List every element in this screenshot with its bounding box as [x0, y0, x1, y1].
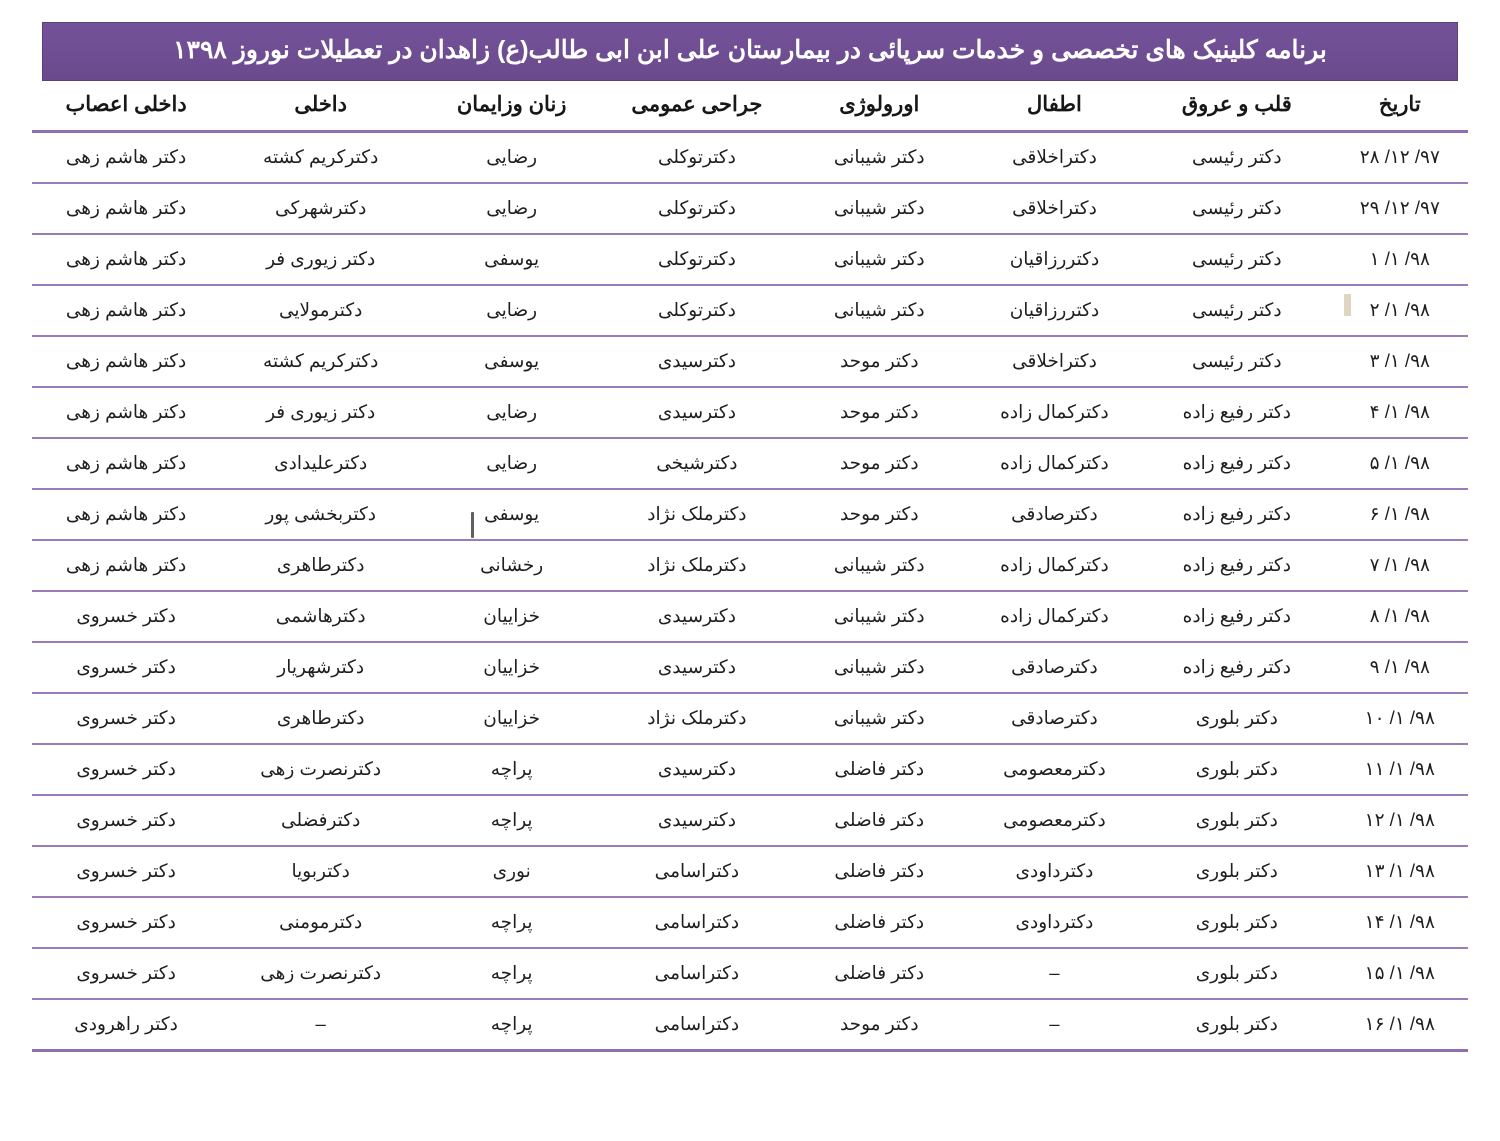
- cell-surgery: دکترشیخی: [602, 438, 792, 489]
- cell-heart: دکتر رفیع زاده: [1142, 489, 1332, 540]
- cell-obstetrics: خزاییان: [421, 591, 602, 642]
- cell-surgery: دکتراسامی: [602, 999, 792, 1051]
- cell-neurology: دکتر هاشم زهی: [32, 183, 220, 234]
- cell-date: ۹۸/ ۱/ ۱۶: [1332, 999, 1468, 1051]
- table-row: [32, 387, 1468, 438]
- cell-heart: دکتر بلوری: [1142, 693, 1332, 744]
- cell-internal: دکترمومنی: [220, 897, 421, 948]
- cell-obstetrics: پراچه: [421, 744, 602, 795]
- cell-pediatrics: دکترکمال زاده: [967, 438, 1142, 489]
- cell-date: ۹۸/ ۱/ ۱۵: [1332, 948, 1468, 999]
- cell-obstetrics: نوری: [421, 846, 602, 897]
- table-header-row: [32, 81, 1468, 132]
- cell-heart: دکتر بلوری: [1142, 999, 1332, 1051]
- table-row: [32, 540, 1468, 591]
- cell-date: ۹۸/ ۱/ ۴: [1332, 387, 1468, 438]
- cell-urology: دکتر موحد: [792, 387, 967, 438]
- cell-surgery: دکترتوکلی: [602, 183, 792, 234]
- table-row: [32, 132, 1468, 184]
- cell-surgery: دکترملک نژاد: [602, 693, 792, 744]
- cell-neurology: دکتر خسروی: [32, 642, 220, 693]
- cell-obstetrics: پراچه: [421, 999, 602, 1051]
- cell-urology: دکتر فاضلی: [792, 795, 967, 846]
- cell-internal: دکترطاهری: [220, 693, 421, 744]
- table-row: [32, 744, 1468, 795]
- cell-heart: دکتر رفیع زاده: [1142, 642, 1332, 693]
- cell-internal: دکترنصرت زهی: [220, 744, 421, 795]
- column-header-surgery: جراحی عمومی: [602, 81, 792, 132]
- cell-pediatrics: دکترصادقی: [967, 489, 1142, 540]
- cell-obstetrics: رضایی: [421, 438, 602, 489]
- cell-surgery: دکترتوکلی: [602, 285, 792, 336]
- cell-surgery: دکترملک نژاد: [602, 489, 792, 540]
- column-header-urology: اورولوژی: [792, 81, 967, 132]
- cell-heart: دکتر بلوری: [1142, 846, 1332, 897]
- table-row: [32, 336, 1468, 387]
- cell-surgery: دکترتوکلی: [602, 234, 792, 285]
- cell-heart: دکتر بلوری: [1142, 795, 1332, 846]
- table-row: [32, 642, 1468, 693]
- cell-urology: دکتر شیبانی: [792, 183, 967, 234]
- cell-obstetrics: پراچه: [421, 948, 602, 999]
- cell-date: ۹۸/ ۱/ ۱۱: [1332, 744, 1468, 795]
- cell-internal: دکترعلیدادی: [220, 438, 421, 489]
- cell-heart: دکتر رئیسی: [1142, 285, 1332, 336]
- cell-internal: دکتربویا: [220, 846, 421, 897]
- cell-neurology: دکتر هاشم زهی: [32, 489, 220, 540]
- cell-internal: دکترفضلی: [220, 795, 421, 846]
- column-header-pediatrics: اطفال: [967, 81, 1142, 132]
- cell-urology: دکتر شیبانی: [792, 642, 967, 693]
- cell-urology: دکتر شیبانی: [792, 693, 967, 744]
- table-row: [32, 846, 1468, 897]
- table-row: [32, 183, 1468, 234]
- cell-date: ۹۸/ ۱/ ۷: [1332, 540, 1468, 591]
- cell-internal: دکترکریم کشته: [220, 132, 421, 184]
- table-row: [32, 285, 1468, 336]
- cell-surgery: دکترسیدی: [602, 642, 792, 693]
- cell-neurology: دکتر هاشم زهی: [32, 132, 220, 184]
- cell-surgery: دکترسیدی: [602, 744, 792, 795]
- column-header-internal: داخلی: [220, 81, 421, 132]
- cell-obstetrics: خزاییان: [421, 642, 602, 693]
- cell-neurology: دکتر راهرودی: [32, 999, 220, 1051]
- cell-urology: دکتر شیبانی: [792, 591, 967, 642]
- cell-pediatrics: دکترصادقی: [967, 693, 1142, 744]
- cell-date: ۹۸/ ۱/ ۵: [1332, 438, 1468, 489]
- cell-internal: دکتر زیوری فر: [220, 234, 421, 285]
- table-row: [32, 693, 1468, 744]
- cell-pediatrics: دکتررزاقیان: [967, 234, 1142, 285]
- cell-pediatrics: دکترکمال زاده: [967, 591, 1142, 642]
- table-row: [32, 795, 1468, 846]
- table-row: [32, 897, 1468, 948]
- cell-urology: دکتر شیبانی: [792, 285, 967, 336]
- cell-neurology: دکتر خسروی: [32, 846, 220, 897]
- table-row: [32, 234, 1468, 285]
- cell-internal: دکترمولایی: [220, 285, 421, 336]
- column-header-obstetrics: زنان وزایمان: [421, 81, 602, 132]
- cell-heart: دکتر رفیع زاده: [1142, 591, 1332, 642]
- cell-date: ۹۸/ ۱/ ۶: [1332, 489, 1468, 540]
- cell-date: ۹۷/ ۱۲/ ۲۸: [1332, 132, 1468, 184]
- cell-pediatrics: –: [967, 948, 1142, 999]
- cell-obstetrics: پراچه: [421, 897, 602, 948]
- cell-obstetrics: خزاییان: [421, 693, 602, 744]
- cell-pediatrics: دکترداودی: [967, 897, 1142, 948]
- cell-surgery: دکتراسامی: [602, 948, 792, 999]
- cell-internal: دکترکریم کشته: [220, 336, 421, 387]
- cell-internal: دکتربخشی پور: [220, 489, 421, 540]
- cell-neurology: دکتر خسروی: [32, 744, 220, 795]
- cell-neurology: دکتر خسروی: [32, 693, 220, 744]
- cell-heart: دکتر رئیسی: [1142, 336, 1332, 387]
- cell-urology: دکتر فاضلی: [792, 744, 967, 795]
- cell-internal: دکتر زیوری فر: [220, 387, 421, 438]
- cell-internal: دکترنصرت زهی: [220, 948, 421, 999]
- cell-neurology: دکتر خسروی: [32, 795, 220, 846]
- cell-neurology: دکتر هاشم زهی: [32, 285, 220, 336]
- cell-neurology: دکتر خسروی: [32, 897, 220, 948]
- cell-urology: دکتر موحد: [792, 438, 967, 489]
- cell-internal: دکترشهرکی: [220, 183, 421, 234]
- cell-date: ۹۸/ ۱/ ۱۳: [1332, 846, 1468, 897]
- cell-pediatrics: دکتراخلاقی: [967, 183, 1142, 234]
- cell-neurology: دکتر هاشم زهی: [32, 234, 220, 285]
- cell-heart: دکتر بلوری: [1142, 948, 1332, 999]
- cell-urology: دکتر شیبانی: [792, 540, 967, 591]
- cell-surgery: دکترسیدی: [602, 336, 792, 387]
- column-header-neurology: داخلی اعصاب: [32, 81, 220, 132]
- cell-urology: دکتر شیبانی: [792, 234, 967, 285]
- cell-date: ۹۸/ ۱/ ۱: [1332, 234, 1468, 285]
- cell-surgery: دکترتوکلی: [602, 132, 792, 184]
- document-title: برنامه کلینیک های تخصصی و خدمات سرپائی در بیمارستان علی ابن ابی طالب(ع) زاهدان در تعطیلات نوروز ۱۳۹۸: [42, 22, 1458, 81]
- cell-date: ۹۷/ ۱۲/ ۲۹: [1332, 183, 1468, 234]
- cell-pediatrics: –: [967, 999, 1142, 1051]
- cell-pediatrics: دکترکمال زاده: [967, 387, 1142, 438]
- table-row: [32, 438, 1468, 489]
- table-row: [32, 999, 1468, 1051]
- cell-pediatrics: دکتراخلاقی: [967, 132, 1142, 184]
- cell-urology: دکتر فاضلی: [792, 897, 967, 948]
- cell-heart: دکتر رفیع زاده: [1142, 540, 1332, 591]
- cell-heart: دکتر رئیسی: [1142, 132, 1332, 184]
- cell-neurology: دکتر هاشم زهی: [32, 540, 220, 591]
- cell-surgery: دکترسیدی: [602, 795, 792, 846]
- cell-urology: دکتر موحد: [792, 489, 967, 540]
- cell-date: ۹۸/ ۱/ ۱۲: [1332, 795, 1468, 846]
- cell-internal: دکترهاشمی: [220, 591, 421, 642]
- cell-obstetrics: پراچه: [421, 795, 602, 846]
- clinic-schedule-table: [32, 81, 1468, 1052]
- cell-date: ۹۸/ ۱/ ۱۴: [1332, 897, 1468, 948]
- cell-date: ۹۸/ ۱/ ۳: [1332, 336, 1468, 387]
- cell-obstetrics: رخشانی: [421, 540, 602, 591]
- table-row: [32, 948, 1468, 999]
- cell-pediatrics: دکترمعصومی: [967, 795, 1142, 846]
- cell-obstetrics: رضایی: [421, 183, 602, 234]
- cell-obstetrics: رضایی: [421, 387, 602, 438]
- cell-heart: دکتر بلوری: [1142, 897, 1332, 948]
- cell-urology: دکتر موحد: [792, 336, 967, 387]
- table-row: [32, 591, 1468, 642]
- cell-heart: دکتر رئیسی: [1142, 234, 1332, 285]
- table-row: [32, 489, 1468, 540]
- cell-obstetrics: یوسفی: [421, 489, 602, 540]
- cell-heart: دکتر بلوری: [1142, 744, 1332, 795]
- column-header-date: تاریخ: [1332, 81, 1468, 132]
- cell-surgery: دکترسیدی: [602, 591, 792, 642]
- cell-internal: دکترطاهری: [220, 540, 421, 591]
- cell-neurology: دکتر هاشم زهی: [32, 336, 220, 387]
- cell-heart: دکتر رفیع زاده: [1142, 387, 1332, 438]
- cell-obstetrics: یوسفی: [421, 336, 602, 387]
- cell-surgery: دکترملک نژاد: [602, 540, 792, 591]
- cell-internal: –: [220, 999, 421, 1051]
- cell-neurology: دکتر هاشم زهی: [32, 438, 220, 489]
- cell-heart: دکتر رئیسی: [1142, 183, 1332, 234]
- cell-urology: دکتر شیبانی: [792, 132, 967, 184]
- cell-date: ۹۸/ ۱/ ۲: [1332, 285, 1468, 336]
- cell-date: ۹۸/ ۱/ ۸: [1332, 591, 1468, 642]
- cell-surgery: دکتراسامی: [602, 846, 792, 897]
- cell-internal: دکترشهریار: [220, 642, 421, 693]
- cell-urology: دکتر موحد: [792, 999, 967, 1051]
- scan-artifact-mark: [1344, 294, 1351, 316]
- cell-surgery: دکترسیدی: [602, 387, 792, 438]
- cell-obstetrics: یوسفی: [421, 234, 602, 285]
- cell-obstetrics: رضایی: [421, 132, 602, 184]
- cell-pediatrics: دکترکمال زاده: [967, 540, 1142, 591]
- cell-date: ۹۸/ ۱/ ۱۰: [1332, 693, 1468, 744]
- scan-artifact-stroke: [471, 512, 474, 538]
- cell-neurology: دکتر هاشم زهی: [32, 387, 220, 438]
- cell-pediatrics: دکتررزاقیان: [967, 285, 1142, 336]
- column-header-heart: قلب و عروق: [1142, 81, 1332, 132]
- cell-neurology: دکتر خسروی: [32, 591, 220, 642]
- cell-pediatrics: دکترداودی: [967, 846, 1142, 897]
- cell-pediatrics: دکترمعصومی: [967, 744, 1142, 795]
- cell-pediatrics: دکتراخلاقی: [967, 336, 1142, 387]
- cell-obstetrics: رضایی: [421, 285, 602, 336]
- cell-heart: دکتر رفیع زاده: [1142, 438, 1332, 489]
- cell-pediatrics: دکترصادقی: [967, 642, 1142, 693]
- cell-urology: دکتر فاضلی: [792, 846, 967, 897]
- cell-urology: دکتر فاضلی: [792, 948, 967, 999]
- cell-neurology: دکتر خسروی: [32, 948, 220, 999]
- cell-surgery: دکتراسامی: [602, 897, 792, 948]
- cell-date: ۹۸/ ۱/ ۹: [1332, 642, 1468, 693]
